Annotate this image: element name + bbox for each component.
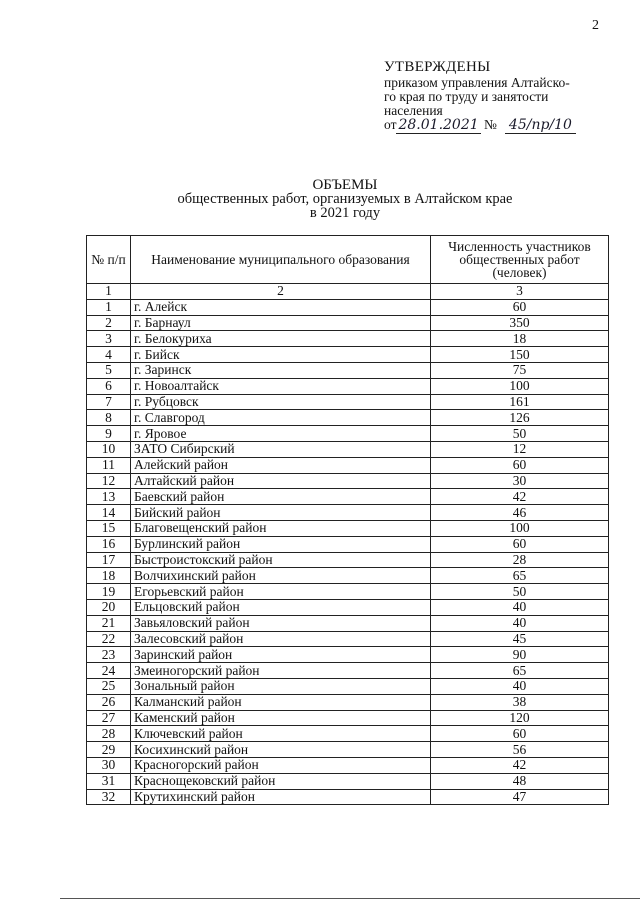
public-works-table [86,235,609,805]
row-value: 38 [431,694,609,710]
approval-line-1: приказом управления Алтайско- [384,75,570,90]
date-prefix: от [384,117,397,132]
table-row [87,315,609,331]
row-value: 65 [431,663,609,679]
row-value: 150 [431,347,609,363]
table-row [87,426,609,442]
row-value: 40 [431,678,609,694]
row-value: 60 [431,299,609,315]
row-name: Калманский район [131,694,431,710]
approval-line-2: го края по труду и занятости [384,89,549,104]
row-value: 42 [431,489,609,505]
table-header-row [87,236,609,284]
row-number: 18 [87,568,131,584]
row-name: г. Заринск [131,362,431,378]
row-number: 24 [87,663,131,679]
row-value: 56 [431,742,609,758]
row-value: 75 [431,362,609,378]
approval-block [384,60,614,132]
row-name: г. Яровое [131,426,431,442]
table-row [87,489,609,505]
row-value: 60 [431,457,609,473]
row-name: Косихинский район [131,742,431,758]
table-row [87,362,609,378]
approval-date-number-line [384,118,614,132]
row-value: 50 [431,584,609,600]
row-number: 3 [87,331,131,347]
table-row [87,410,609,426]
header-name: Наименование муниципального образования [131,236,431,284]
table-row [87,678,609,694]
row-name: Красногорский район [131,757,431,773]
row-number: 16 [87,536,131,552]
row-number: 12 [87,473,131,489]
row-number: 4 [87,347,131,363]
row-name: Ключевский район [131,726,431,742]
row-value: 47 [431,789,609,805]
row-name: Алтайский район [131,473,431,489]
title-line-2: общественных работ, организуемых в Алтайском крае [177,191,513,207]
row-value: 40 [431,599,609,615]
row-value: 28 [431,552,609,568]
row-name: Крутихинский район [131,789,431,805]
row-number: 28 [87,726,131,742]
table-row [87,473,609,489]
table-row [87,299,609,315]
table-row [87,773,609,789]
row-value: 90 [431,647,609,663]
table-row [87,552,609,568]
table-row [87,568,609,584]
row-value: 50 [431,426,609,442]
row-number: 14 [87,505,131,521]
row-name: Алейский район [131,457,431,473]
table-row [87,647,609,663]
index-cell: 1 [87,284,131,300]
handwritten-number: 45/пр/10 [505,117,576,134]
row-name: г. Славгород [131,410,431,426]
row-number: 9 [87,426,131,442]
table-row [87,394,609,410]
table-row [87,520,609,536]
number-prefix: № [484,117,497,132]
table-row [87,505,609,521]
row-number: 1 [87,299,131,315]
page-number: 2 [592,18,599,33]
table-row [87,347,609,363]
row-value: 46 [431,505,609,521]
row-name: Бурлинский район [131,536,431,552]
row-number: 32 [87,789,131,805]
table-body [87,299,609,805]
row-value: 42 [431,757,609,773]
row-number: 10 [87,441,131,457]
row-number: 26 [87,694,131,710]
row-name: Зональный район [131,678,431,694]
row-name: Завьяловский район [131,615,431,631]
row-name: г. Белокуриха [131,331,431,347]
table-row [87,631,609,647]
row-name: г. Новоалтайск [131,378,431,394]
row-number: 13 [87,489,131,505]
table-row [87,742,609,758]
row-name: г. Барнаул [131,315,431,331]
row-number: 7 [87,394,131,410]
table-index-row [87,284,609,300]
handwritten-date: 28.01.2021 [398,117,479,133]
row-name: Залесовский район [131,631,431,647]
row-value: 65 [431,568,609,584]
row-value: 126 [431,410,609,426]
row-number: 27 [87,710,131,726]
row-value: 100 [431,520,609,536]
row-value: 161 [431,394,609,410]
row-name: г. Бийск [131,347,431,363]
row-name: Быстроистокский район [131,552,431,568]
header-num: № п/п [87,236,131,284]
row-name: Волчихинский район [131,568,431,584]
row-name: Егорьевский район [131,584,431,600]
row-number: 8 [87,410,131,426]
row-name: Баевский район [131,489,431,505]
row-name: Ельцовский район [131,599,431,615]
table-row [87,584,609,600]
row-value: 40 [431,615,609,631]
row-value: 45 [431,631,609,647]
row-number: 23 [87,647,131,663]
bottom-rule [60,898,640,899]
table-row [87,615,609,631]
row-name: Заринский район [131,647,431,663]
approval-heading: УТВЕРЖДЕНЫ [384,59,491,75]
table-row [87,789,609,805]
row-number: 11 [87,457,131,473]
table-row [87,663,609,679]
table-row [87,378,609,394]
row-name: Змеиногорский район [131,663,431,679]
table-row [87,441,609,457]
table-row [87,331,609,347]
index-cell: 2 [131,284,431,300]
table-row [87,536,609,552]
table-row [87,757,609,773]
row-value: 48 [431,773,609,789]
row-name: Каменский район [131,710,431,726]
row-number: 17 [87,552,131,568]
row-name: Бийский район [131,505,431,521]
document-title [120,178,570,220]
header-count: Численность участников общественных работ (человек) [431,236,609,284]
row-value: 120 [431,710,609,726]
row-name: г. Рубцовск [131,394,431,410]
table-row [87,694,609,710]
row-value: 60 [431,536,609,552]
approval-line-3: населения [384,103,443,118]
row-number: 19 [87,584,131,600]
row-number: 2 [87,315,131,331]
row-value: 18 [431,331,609,347]
row-number: 6 [87,378,131,394]
row-number: 21 [87,615,131,631]
row-name: ЗАТО Сибирский [131,441,431,457]
row-number: 15 [87,520,131,536]
row-value: 100 [431,378,609,394]
row-number: 25 [87,678,131,694]
row-value: 30 [431,473,609,489]
row-value: 60 [431,726,609,742]
title-line-3: в 2021 году [309,205,381,221]
row-name: г. Алейск [131,299,431,315]
row-value: 350 [431,315,609,331]
row-name: Краснощековский район [131,773,431,789]
title-line-1: ОБЪЕМЫ [312,177,378,193]
row-number: 29 [87,742,131,758]
row-number: 31 [87,773,131,789]
row-number: 20 [87,599,131,615]
index-cell: 3 [431,284,609,300]
row-number: 30 [87,757,131,773]
table-row [87,457,609,473]
row-name: Благовещенский район [131,520,431,536]
row-number: 5 [87,362,131,378]
table-row [87,710,609,726]
row-value: 12 [431,441,609,457]
row-number: 22 [87,631,131,647]
table-row [87,726,609,742]
table-row [87,599,609,615]
